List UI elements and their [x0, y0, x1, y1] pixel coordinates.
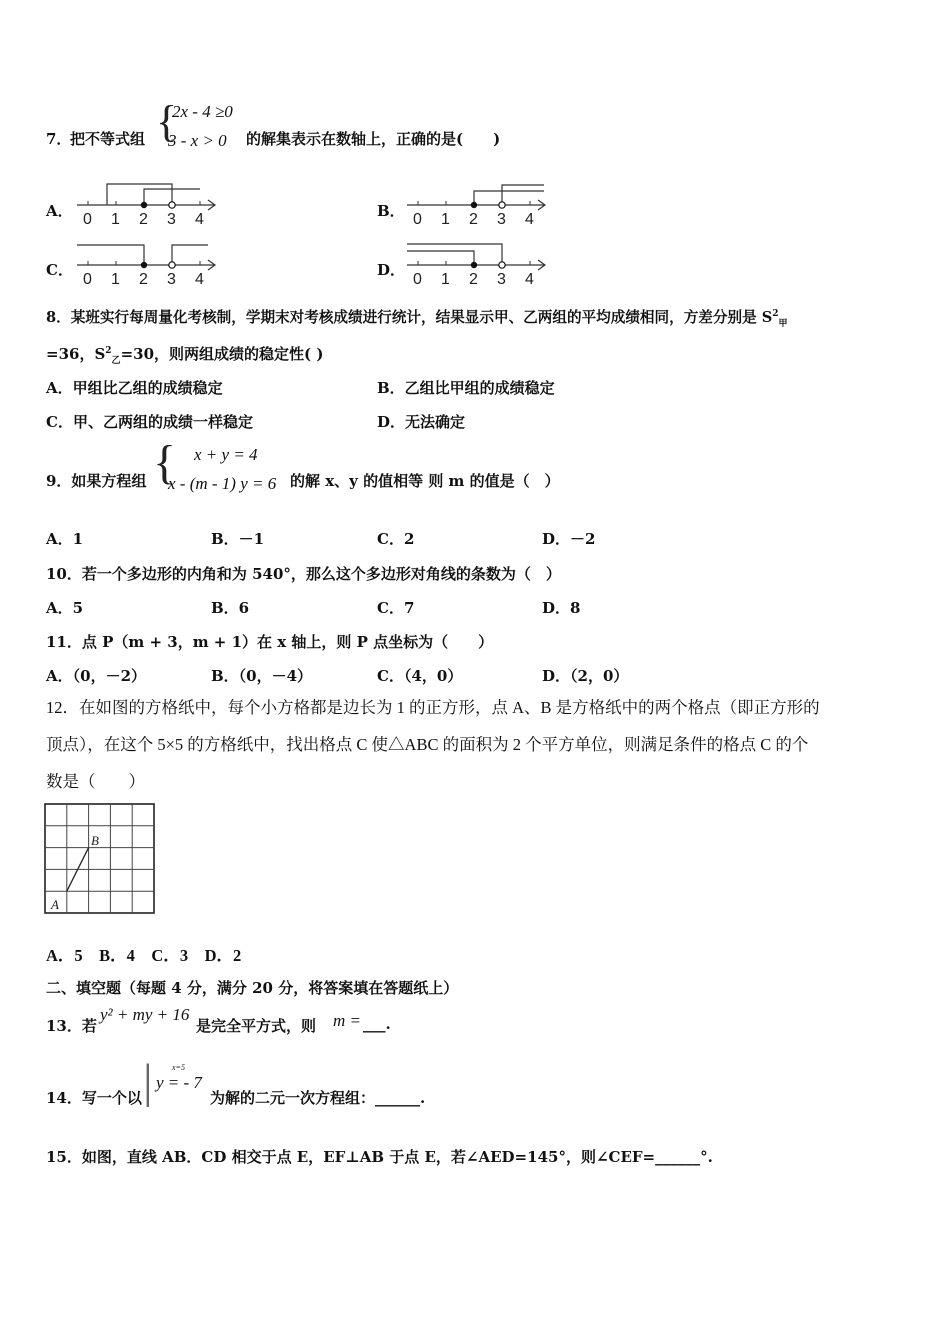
q7-inequality-2: 3 - x > 0	[168, 131, 227, 150]
q9-brace: {	[153, 436, 177, 489]
q8-option-a[interactable]: A．甲组比乙组的成绩稳定	[46, 379, 223, 397]
svg-text:1: 1	[441, 211, 450, 228]
svg-text:3: 3	[497, 211, 506, 228]
q8-option-c[interactable]: C．甲、乙两组的成绩一样稳定	[46, 413, 253, 431]
tick-2: 2	[139, 211, 148, 228]
q12-grid-figure	[44, 803, 156, 915]
q7-option-c-label: C．	[46, 261, 73, 279]
point-a-label: A	[51, 897, 59, 912]
q10-option-d[interactable]: D．8	[542, 599, 581, 617]
q14-number: 14．写一个以	[46, 1089, 142, 1107]
q12-line3: 数是（ ）	[46, 772, 145, 791]
q14-solution-y: y = - 7	[156, 1073, 202, 1092]
q9-equation-2: x - (m - 1) y = 6	[168, 474, 277, 493]
q7-number: 7．	[46, 130, 72, 148]
q9-number: 9．如果方程组	[46, 472, 147, 490]
q12-options[interactable]: A．5 B．4 C．3 D．2	[46, 946, 242, 965]
q10-text: 10．若一个多边形的内角和为 540°，那么这个多边形对角线的条数为（ ）	[46, 565, 561, 583]
q12-line1: 12．在如图的方格纸中，每个小方格都是边长为 1 的正方形，点 A、B 是方格纸中的两个格点（即正方形的	[46, 698, 820, 717]
q7-option-c-numberline[interactable]	[72, 240, 222, 290]
q10-option-b[interactable]: B．6	[211, 599, 250, 617]
q14-solution-x: x=5	[172, 1063, 185, 1072]
svg-text:0: 0	[83, 271, 92, 288]
q9-option-c[interactable]: C．2	[377, 530, 415, 548]
point-b-label: B	[91, 833, 99, 848]
q13-blank[interactable]: ___.	[363, 1015, 391, 1033]
q9-option-d[interactable]: D．－2	[542, 530, 596, 548]
svg-text:4: 4	[195, 271, 204, 288]
section-2-title: 二、填空题（每题 4 分，满分 20 分，将答案填在答题纸上）	[46, 979, 459, 997]
tick-0: 0	[83, 211, 92, 228]
svg-text:1: 1	[111, 271, 120, 288]
svg-text:3: 3	[167, 271, 176, 288]
svg-text:0: 0	[413, 211, 422, 228]
q7-option-d-label: D．	[377, 261, 406, 279]
q8-option-d[interactable]: D．无法确定	[377, 413, 466, 431]
q10-option-c[interactable]: C．7	[377, 599, 415, 617]
svg-text:2: 2	[469, 271, 478, 288]
tick-4: 4	[195, 211, 204, 228]
q7-option-a-label: A．	[46, 202, 73, 220]
q7-option-b-label: B．	[377, 202, 405, 220]
q15-text[interactable]: 15．如图，直线 AB．CD 相交于点 E，EF⊥AB 于点 E，若∠AED=145°，则∠CEF=______°.	[46, 1148, 713, 1166]
svg-text:2: 2	[469, 211, 478, 228]
q11-option-a[interactable]: A．（0，－2）	[46, 667, 147, 685]
svg-text:1: 1	[441, 271, 450, 288]
q13-number: 13．若	[46, 1017, 97, 1035]
q7-option-b-numberline[interactable]	[402, 180, 552, 230]
q7-option-d-numberline[interactable]	[402, 240, 552, 290]
q10-option-a[interactable]: A．5	[46, 599, 84, 617]
q11-option-b[interactable]: B．（0，－4）	[211, 667, 313, 685]
q13-expression: y² + my + 16	[100, 1005, 190, 1024]
q11-text: 11．点 P（m + 3，m + 1）在 x 轴上，则 P 点坐标为（ ）	[46, 633, 494, 651]
q8-line1: 8．某班实行每周量化考核制，学期末对考核成绩进行统计，结果显示甲、乙两组的平均成绩相同，方差分别是 $S^2_甲$	[46, 309, 788, 329]
q7-brace: {	[156, 97, 178, 146]
q7-suffix: 的解集表示在数轴上，正确的是( )	[246, 130, 501, 148]
q7-option-a-numberline[interactable]	[72, 180, 222, 230]
q9-suffix: 的解 x、y 的值相等 则 m 的值是（ ）	[290, 472, 560, 490]
q8-line2: =36，$S^2_乙=30$，则两组成绩的稳定性( )	[46, 345, 324, 366]
svg-text:2: 2	[139, 271, 148, 288]
q9-option-b[interactable]: B．－1	[211, 530, 265, 548]
q9-equation-1: x + y = 4	[194, 445, 258, 464]
svg-text:3: 3	[497, 271, 506, 288]
q14-suffix[interactable]: 为解的二元一次方程组：______.	[210, 1089, 426, 1107]
tick-3: 3	[167, 211, 176, 228]
svg-text:4: 4	[525, 271, 534, 288]
q11-option-d[interactable]: D．（2，0）	[542, 667, 629, 685]
q9-option-a[interactable]: A．1	[46, 530, 84, 548]
tick-1: 1	[111, 211, 120, 228]
q11-option-c[interactable]: C．（4，0）	[377, 667, 463, 685]
q13-suffix: 是完全平方式，则	[196, 1017, 317, 1035]
svg-text:4: 4	[525, 211, 534, 228]
q14-brace: |	[143, 1055, 153, 1108]
q7-inequality-1: 2x - 4 ≥0	[172, 102, 233, 121]
q8-option-b[interactable]: B．乙组比甲组的成绩稳定	[377, 379, 555, 397]
q7-prefix: 把不等式组	[70, 130, 146, 148]
q12-line2: 顶点），在这个 5×5 的方格纸中，找出格点 C 使△ABC 的面积为 2 个平方单位，则满足条件的格点 C 的个	[46, 735, 809, 754]
svg-text:0: 0	[413, 271, 422, 288]
q13-var: m =	[333, 1011, 361, 1030]
